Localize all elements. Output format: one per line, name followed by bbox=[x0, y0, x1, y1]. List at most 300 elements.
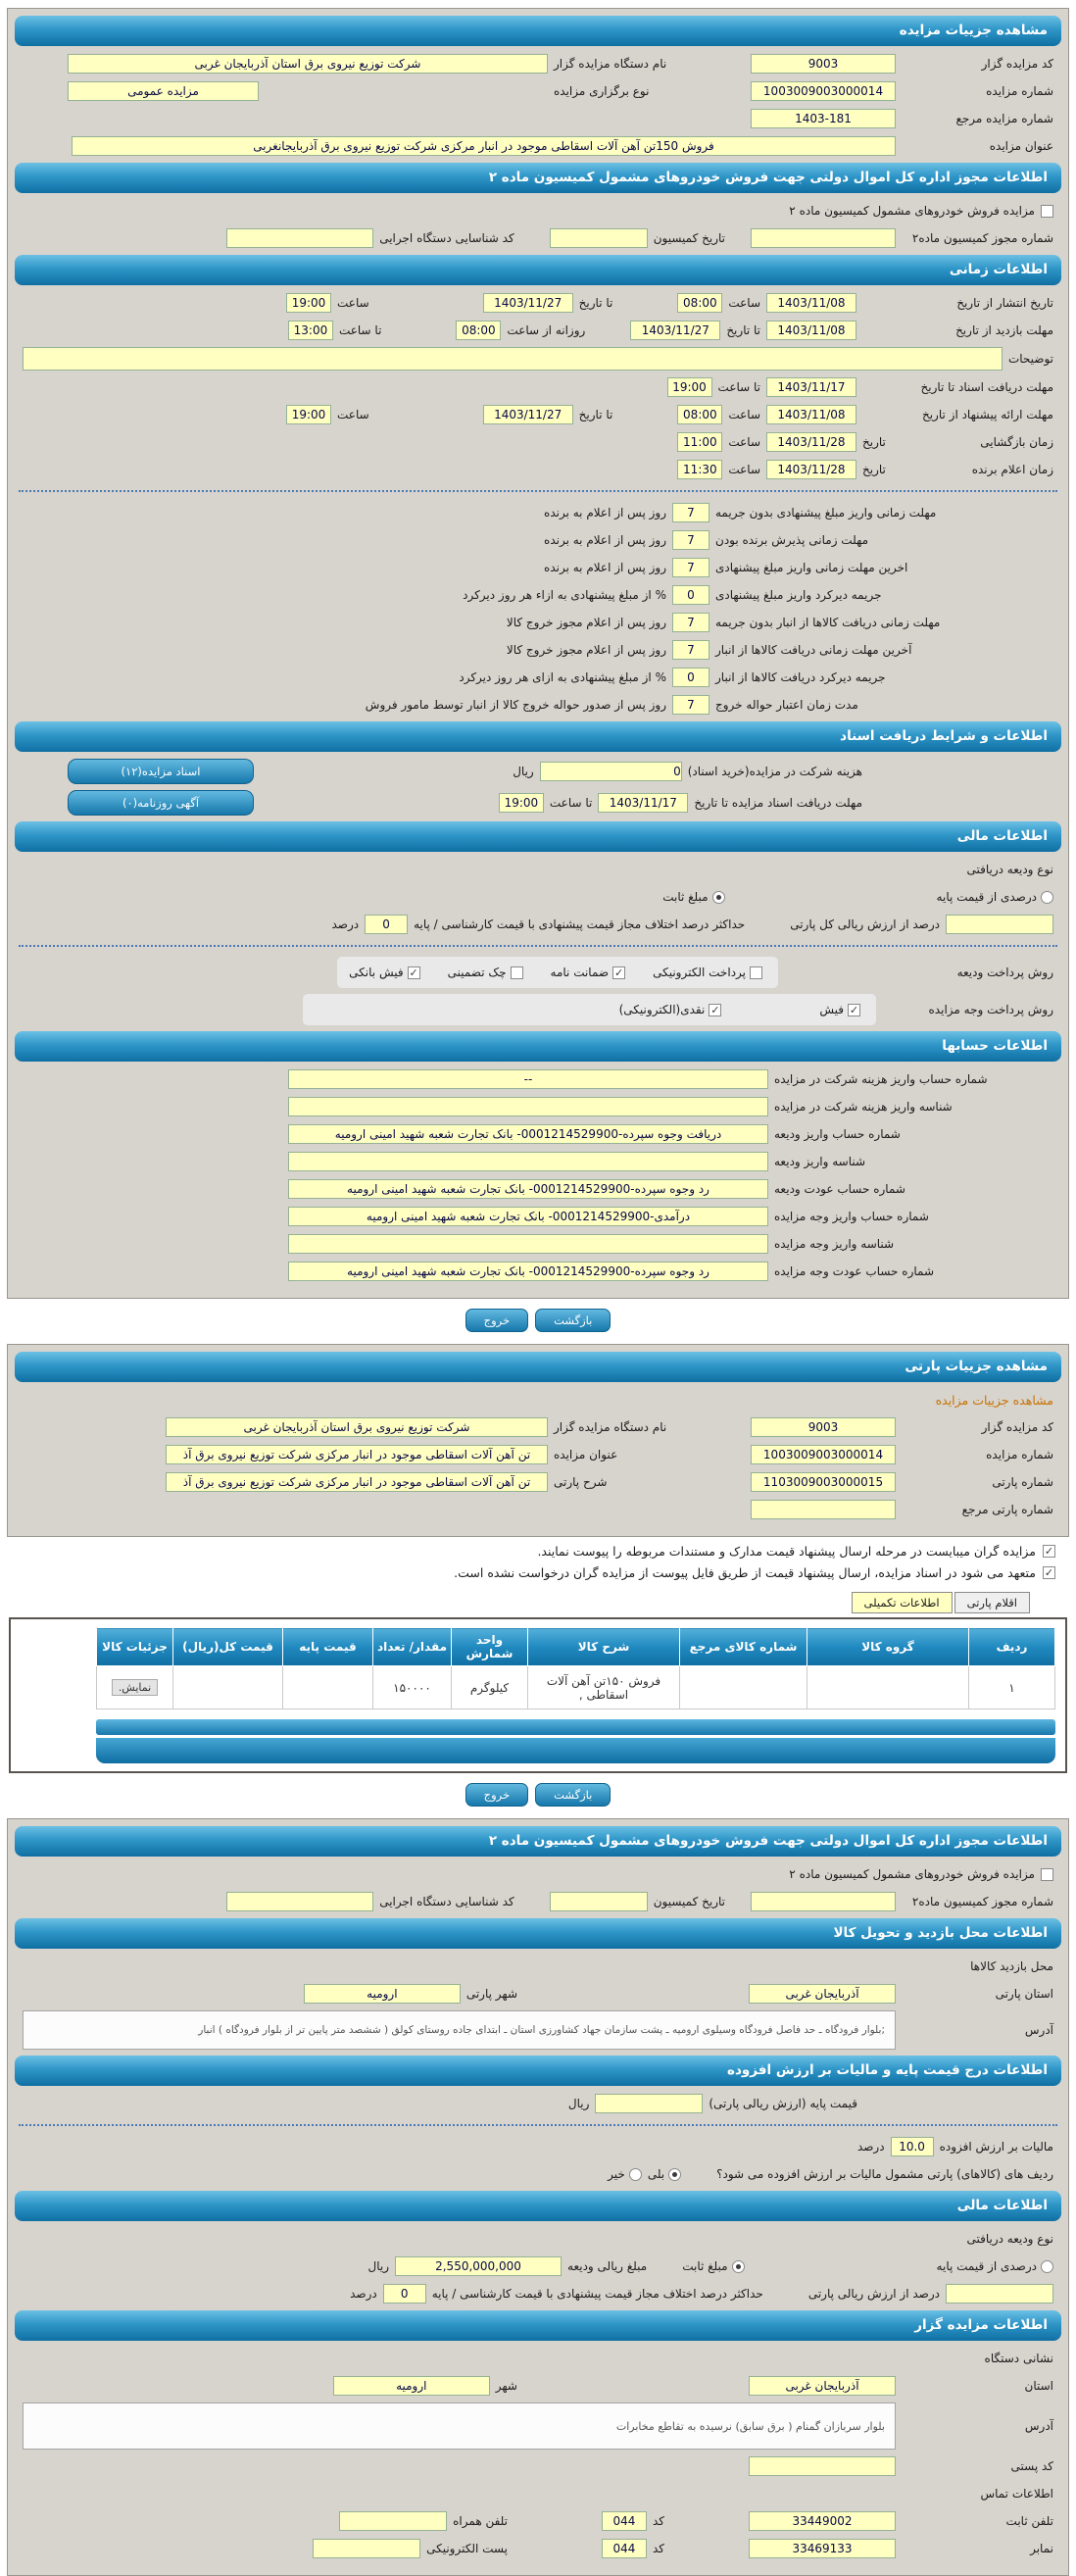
publish-dates-row bbox=[23, 292, 1053, 314]
note-row bbox=[21, 1565, 1055, 1580]
form-row bbox=[23, 200, 1053, 222]
vat-rate-field[interactable]: 10.0 bbox=[891, 2137, 934, 2156]
visit-from-date-field[interactable]: 1403/11/08 bbox=[766, 321, 856, 340]
publish-from-date-field[interactable]: 1403/11/08 bbox=[766, 293, 856, 313]
back-button[interactable]: بازگشت bbox=[535, 1783, 611, 1807]
auction-number-label: شماره مزایده bbox=[986, 84, 1053, 98]
email-field[interactable] bbox=[313, 2539, 420, 2558]
date-label: تاریخ bbox=[862, 435, 886, 449]
account-label: شماره حساب واریز وجه مزایده bbox=[774, 1210, 929, 1223]
payment-option[interactable] bbox=[349, 966, 419, 979]
to-hour-label: تا ساعت bbox=[338, 323, 382, 337]
docs-deadline2-row bbox=[23, 790, 1053, 816]
percent-of-value-label: درصد از ارزش ریالی کل پارتی bbox=[790, 917, 940, 931]
auction-title-label: عنوان مزایده bbox=[989, 139, 1053, 153]
address-label: آدرس bbox=[1024, 2023, 1053, 2037]
docs-deadline2-time-field[interactable]: 19:00 bbox=[499, 793, 544, 813]
section-header-visit-place: اطلاعات محل بازدید و تحویل کالا bbox=[15, 1918, 1061, 1949]
mad2-permit-label: شماره مجوز کمیسیون ماده۲ bbox=[911, 1895, 1053, 1908]
table-left-gutter bbox=[3, 1627, 96, 1763]
docs-deadline-row bbox=[23, 376, 1053, 398]
auction-number-field[interactable]: 1003009003000014 bbox=[751, 81, 896, 101]
account-label: شماره حساب عودت ودیعه bbox=[774, 1182, 905, 1196]
deposit-amount-label: مبلغ ریالی ودیعه bbox=[567, 2259, 648, 2273]
items-table-row bbox=[97, 1666, 1055, 1709]
items-table-wrap bbox=[96, 1627, 1055, 1763]
opening-time-row bbox=[23, 431, 1053, 453]
penalty-value-field[interactable]: 7 bbox=[672, 503, 709, 522]
fee-label: هزینه شرکت در مزایده(خرید اسناد) bbox=[687, 765, 862, 778]
phone-row bbox=[23, 2510, 1053, 2532]
publish-to-time-field[interactable]: 19:00 bbox=[286, 293, 331, 313]
penalty-label: مدت زمان اعتبار حواله خروج bbox=[715, 698, 858, 712]
view-auction-details-link[interactable]: مشاهده جزییات مزایده bbox=[935, 1392, 1053, 1408]
checkbox-icon[interactable] bbox=[408, 966, 420, 979]
section-header-accounts: اطلاعات حسابها bbox=[15, 1031, 1061, 1062]
divider bbox=[19, 945, 1057, 947]
max-diff-field[interactable]: 0 bbox=[383, 2284, 426, 2304]
payment-option-label: ضمانت نامه bbox=[550, 966, 610, 979]
notes-label: توضیحات bbox=[1007, 352, 1053, 366]
vat-no-option[interactable] bbox=[608, 2167, 642, 2181]
address-row bbox=[23, 2403, 1053, 2450]
fee-field[interactable]: 0 bbox=[540, 762, 682, 781]
percent-values-row bbox=[23, 914, 1053, 935]
account-row bbox=[23, 1096, 1053, 1117]
items-table-header-cell: قیمت پایه bbox=[283, 1628, 373, 1666]
opening-time-field[interactable]: 11:00 bbox=[677, 432, 722, 452]
mad2-checkbox-icon[interactable] bbox=[1041, 1868, 1053, 1881]
auction-code-field[interactable]: 9003 bbox=[751, 1417, 896, 1437]
deposit-percent-label: درصدی از قیمت پایه bbox=[936, 890, 1037, 904]
radio-icon-selected[interactable] bbox=[712, 891, 725, 904]
actions-row bbox=[0, 1783, 1076, 1807]
commission-date-field[interactable] bbox=[550, 1892, 648, 1911]
commission-date-field[interactable] bbox=[550, 228, 648, 248]
percent-of-value-field[interactable] bbox=[946, 2284, 1053, 2304]
docs-deadline2-date-field[interactable]: 1403/11/17 bbox=[598, 793, 688, 813]
account-field[interactable] bbox=[288, 1234, 768, 1254]
to-date-label: تا تاریخ bbox=[578, 408, 613, 421]
deposit-amount-field[interactable]: 2,550,000,000 bbox=[395, 2256, 562, 2276]
party-items-table bbox=[96, 1627, 1055, 1709]
note1-checkbox-icon[interactable] bbox=[1043, 1545, 1055, 1558]
party-city-field[interactable]: ارومیه bbox=[304, 1984, 461, 2004]
deposit-type-row bbox=[23, 2228, 1053, 2250]
exec-id-field[interactable] bbox=[226, 228, 373, 248]
exec-id-label: کد شناسایی دستگاه اجرایی bbox=[379, 1895, 514, 1908]
payment-option-label: فیش بانکی bbox=[349, 966, 404, 979]
auction-title-field[interactable]: فروش 150تن آهن آلات اسقاطی موجود در انبار مرکزی شرکت توزیع نیروی برق آذربایجانغربی bbox=[72, 136, 896, 156]
visit-to-date-field[interactable]: 1403/11/27 bbox=[630, 321, 720, 340]
payment-option[interactable] bbox=[653, 966, 762, 979]
notes-row bbox=[23, 347, 1053, 371]
exec-id-label: کد شناسایی دستگاه اجرایی bbox=[379, 231, 514, 245]
docs-deadline-time-field[interactable]: 19:00 bbox=[667, 377, 712, 397]
penalty-suffix: % از مبلغ پیشنهادی به ازای هر روز دیرکرد bbox=[459, 670, 666, 684]
account-rows bbox=[13, 1068, 1063, 1282]
table-footer-bar bbox=[96, 1719, 1055, 1735]
opening-date-field[interactable]: 1403/11/28 bbox=[766, 432, 856, 452]
account-label: شناسه واریز وجه مزایده bbox=[774, 1237, 895, 1251]
deposit-percent-option[interactable] bbox=[937, 890, 1053, 904]
account-row bbox=[23, 1261, 1053, 1282]
deposit-type-options-row2 bbox=[23, 2255, 1053, 2277]
party-link-row bbox=[23, 1389, 1053, 1411]
opening-label-text: زمان بازگشایی bbox=[980, 435, 1053, 449]
payment-option-label: چک تضمینی bbox=[447, 966, 507, 979]
checkbox-icon[interactable] bbox=[612, 966, 625, 979]
vat-yes-label: بلی bbox=[647, 2167, 665, 2181]
opening-label bbox=[862, 435, 1053, 449]
penalty-row bbox=[23, 694, 1053, 716]
visit-place-label: محل بازدید کالاها bbox=[970, 1959, 1053, 1973]
area-code-field[interactable]: 044 bbox=[602, 2539, 647, 2558]
account-field[interactable]: درآمدی-0001214529900- بانک تجارت شعبه شهید امینی ارومیه bbox=[288, 1207, 768, 1226]
mobile-label: تلفن همراه bbox=[453, 2514, 508, 2528]
winner-date-field[interactable]: 1403/11/28 bbox=[766, 460, 856, 479]
checkbox-icon[interactable] bbox=[511, 966, 523, 979]
hour-label: ساعت bbox=[728, 408, 760, 421]
account-field[interactable] bbox=[288, 1152, 768, 1171]
deposit-fixed-label: مبلغ ثابت bbox=[662, 890, 709, 904]
publish-to-date-field[interactable]: 1403/11/27 bbox=[483, 293, 573, 313]
radio-icon-selected[interactable] bbox=[732, 2260, 745, 2273]
newspaper-ad-button[interactable]: آگهی روزنامه(۰) bbox=[68, 790, 254, 816]
payment-option[interactable] bbox=[551, 966, 626, 979]
account-row bbox=[23, 1233, 1053, 1255]
items-table-cell bbox=[283, 1666, 373, 1709]
section-header-docs: اطلاعات و شرایط دریافت اسناد bbox=[15, 721, 1061, 752]
party-province-label: استان پارتی bbox=[995, 1987, 1053, 2001]
base-price-row bbox=[23, 2093, 1053, 2114]
party-number-field[interactable]: 1103009003000015 bbox=[751, 1472, 896, 1492]
party-desc-field[interactable]: تن آهن آلات اسقاطی موجود در انبار مرکزی شرکت توزیع نیروی برق آذ bbox=[166, 1472, 548, 1492]
form-row bbox=[23, 227, 1053, 249]
visit-address-field[interactable]: ;بلوار فرودگاه ـ حد فاصل فرودگاه وسیلوی ارومیه ـ پشت سازمان جهاد کشاورزی استان ـ ابتدای جاده روستای کولق ( ششصد متر پایین تر از بلوار فرودگاه ) انبار bbox=[23, 2010, 896, 2050]
payment-option-label: پرداخت الکترونیکی bbox=[653, 966, 746, 979]
deposit-payment-options bbox=[337, 957, 778, 988]
form-row bbox=[23, 1444, 1053, 1465]
account-label: شناسه واریز ودیعه bbox=[774, 1155, 866, 1168]
penalty-row bbox=[23, 667, 1053, 688]
form-row bbox=[23, 1416, 1053, 1438]
penalty-suffix: روز پس از اعلام به برنده bbox=[544, 506, 666, 520]
party-extra-panel bbox=[7, 1818, 1069, 2576]
offer-to-time-field[interactable]: 19:00 bbox=[286, 405, 331, 424]
vat-question-label: ردیف های (کالاهای) پارتی مشمول مالیات بر ارزش افزوده می شود؟ bbox=[716, 2167, 1053, 2181]
province-city-row bbox=[23, 1983, 1053, 2005]
area-code-label: کد bbox=[652, 2542, 664, 2555]
penalty-row bbox=[23, 502, 1053, 523]
org-name-label: نام دستگاه مزایده گزار bbox=[554, 57, 667, 71]
fax-field[interactable]: 33469133 bbox=[749, 2539, 896, 2558]
items-table-cell bbox=[97, 1666, 173, 1709]
penalty-label: اخرین مهلت زمانی واریز مبلغ پیشنهادی bbox=[715, 561, 908, 574]
radio-icon[interactable] bbox=[1041, 891, 1053, 904]
party-desc-label: شرح پارتی bbox=[554, 1475, 608, 1489]
penalty-label: مهلت زمانی پذیرش برنده بودن bbox=[715, 533, 869, 547]
penalty-label: آخرین مهلت زمانی دریافت کالاها از انبار bbox=[715, 643, 912, 657]
form-row bbox=[23, 1891, 1053, 1912]
email-label: پست الکترونیکی bbox=[426, 2542, 508, 2555]
penalty-value-field[interactable]: 7 bbox=[672, 530, 709, 550]
visit-dates-row bbox=[23, 320, 1053, 341]
vat-yes-option[interactable] bbox=[648, 2167, 681, 2181]
mad2-permit-field[interactable] bbox=[751, 228, 896, 248]
deposit-payment-row bbox=[23, 957, 1053, 988]
account-field[interactable] bbox=[288, 1097, 768, 1116]
items-table-cell bbox=[680, 1666, 807, 1709]
winner-time-field[interactable]: 11:30 bbox=[677, 460, 722, 479]
account-label: شناسه واریز هزینه شرکت در مزایده bbox=[774, 1100, 953, 1114]
form-row bbox=[23, 80, 1053, 102]
area-code-label: کد bbox=[652, 2514, 664, 2528]
vat-no-label: خیر bbox=[608, 2167, 625, 2181]
tab-extra-info[interactable]: اطلاعات تکمیلی bbox=[852, 1592, 953, 1613]
auction-code-label: کد مزایده گزار bbox=[981, 1420, 1053, 1434]
phone-field[interactable]: 33449002 bbox=[749, 2511, 896, 2531]
penalty-row bbox=[23, 557, 1053, 578]
penalty-suffix: روز پس از صدور حواله خروج کالا از انبار توسط مامور فروش bbox=[365, 698, 666, 712]
commission-date-label: تاریخ کمیسیون bbox=[653, 1895, 725, 1908]
vat-rate-label: مالیات بر ارزش افزوده bbox=[939, 2140, 1053, 2154]
items-table-cell bbox=[807, 1666, 969, 1709]
percent-of-value-field[interactable] bbox=[946, 915, 1053, 934]
postal-code-field[interactable] bbox=[749, 2456, 896, 2476]
org-province-label: استان bbox=[1024, 2379, 1053, 2393]
org-name-field[interactable]: شرکت توزیع نیروی برق استان آذربایجان غربی bbox=[68, 54, 548, 74]
winner-label-text: زمان اعلام برنده bbox=[971, 463, 1053, 476]
visit-start-time-field[interactable]: 08:00 bbox=[456, 321, 501, 340]
penalty-value-field[interactable]: 7 bbox=[672, 558, 709, 577]
hour-label: ساعت bbox=[728, 435, 760, 449]
penalty-value-field[interactable]: 7 bbox=[672, 640, 709, 660]
party-province-field[interactable]: آذربایجان غربی bbox=[749, 1984, 896, 2004]
form-row bbox=[23, 1863, 1053, 1885]
auction-type-label: نوع برگزاری مزایده bbox=[554, 84, 650, 98]
publish-label: تاریخ انتشار از تاریخ bbox=[956, 296, 1053, 310]
account-field[interactable]: -- bbox=[288, 1069, 768, 1089]
show-details-button[interactable]: نمایش. bbox=[112, 1679, 158, 1696]
postal-code-row bbox=[23, 2455, 1053, 2477]
penalty-value-field[interactable]: 0 bbox=[672, 585, 709, 605]
hour-label: ساعت bbox=[728, 463, 760, 476]
to-hour-label: تا ساعت bbox=[717, 380, 760, 394]
visit-end-time-field[interactable]: 13:00 bbox=[288, 321, 333, 340]
payment-option[interactable] bbox=[819, 1003, 860, 1016]
percent-values-row2 bbox=[23, 2283, 1053, 2304]
offer-from-time-field[interactable]: 08:00 bbox=[677, 405, 722, 424]
deposit-type-label: نوع ودیعه دریافتی bbox=[966, 2232, 1053, 2246]
base-price-field[interactable] bbox=[595, 2094, 703, 2113]
items-table-head-row bbox=[97, 1628, 1055, 1666]
penalty-rows bbox=[13, 502, 1063, 716]
hour-label: ساعت bbox=[337, 408, 369, 421]
org-city-field[interactable]: ارومیه bbox=[333, 2376, 490, 2396]
docs-deadline-label: مهلت دریافت اسناد تا تاریخ bbox=[920, 380, 1053, 394]
offer-from-date-field[interactable]: 1403/11/08 bbox=[766, 405, 856, 424]
mad2-checkbox-icon[interactable] bbox=[1041, 205, 1053, 218]
auction-type-field[interactable]: مزایده عمومی bbox=[68, 81, 259, 101]
payment-option[interactable] bbox=[448, 966, 523, 979]
base-price-label: قیمت پایه (ارزش ریالی پارتی) bbox=[709, 2097, 857, 2110]
exec-id-field[interactable] bbox=[226, 1892, 373, 1911]
rial-label: ریال bbox=[367, 2259, 390, 2273]
items-table-header-cell: ردیف bbox=[969, 1628, 1055, 1666]
penalty-suffix: روز پس از اعلام مجوز خروج کالا bbox=[506, 616, 666, 629]
penalty-row bbox=[23, 584, 1053, 606]
account-field[interactable]: رد وجوه سپرده-0001214529900- بانک تجارت شعبه شهید امینی ارومیه bbox=[288, 1179, 768, 1199]
radio-icon[interactable] bbox=[1041, 2260, 1053, 2273]
checkbox-icon[interactable] bbox=[709, 1004, 721, 1016]
penalty-value-field[interactable]: 7 bbox=[672, 613, 709, 632]
items-table-cell bbox=[173, 1666, 283, 1709]
org-address-field[interactable]: بلوار سربازان گمنام ( برق سابق) نرسیده به تقاطع مخابرات bbox=[23, 2403, 896, 2450]
org-province-field[interactable]: آذربایجان غربی bbox=[749, 2376, 896, 2396]
auction-number-field[interactable]: 1003009003000014 bbox=[751, 1445, 896, 1464]
checkbox-icon[interactable] bbox=[750, 966, 762, 979]
section-header-timing: اطلاعات زمانی bbox=[15, 255, 1061, 285]
account-label: شماره حساب عودت وجه مزایده bbox=[774, 1264, 935, 1278]
auction-documents-button[interactable]: اسناد مزایده(۱۲) bbox=[68, 759, 254, 784]
commission-date-label: تاریخ کمیسیون bbox=[653, 231, 725, 245]
penalty-suffix: روز پس از اعلام مجوز خروج کالا bbox=[506, 643, 666, 657]
fax-row bbox=[23, 2538, 1053, 2559]
party-ref-label: شماره پارتی مرجع bbox=[961, 1503, 1053, 1516]
actions-row bbox=[0, 1309, 1076, 1332]
visit-deadline-label: مهلت بازدید از تاریخ bbox=[955, 323, 1053, 337]
mad2-permit-label: شماره مجوز کمیسیون ماده۲ bbox=[911, 231, 1053, 245]
mobile-field[interactable] bbox=[339, 2511, 447, 2531]
deposit-type-options-row bbox=[23, 886, 1053, 908]
party-ref-field[interactable] bbox=[751, 1500, 896, 1519]
vat-question-row bbox=[23, 2163, 1053, 2185]
exit-button[interactable]: خروج bbox=[465, 1309, 528, 1332]
deposit-fixed-option[interactable] bbox=[662, 890, 724, 904]
radio-icon-selected[interactable] bbox=[668, 2168, 681, 2181]
penalty-suffix: روز پس از اعلام به برنده bbox=[544, 533, 666, 547]
exit-button[interactable]: خروج bbox=[465, 1783, 528, 1807]
form-row bbox=[23, 53, 1053, 74]
address-label: آدرس bbox=[1024, 2419, 1053, 2433]
date-label: تاریخ bbox=[862, 463, 886, 476]
org-address-title-row bbox=[23, 2348, 1053, 2369]
account-row bbox=[23, 1068, 1053, 1090]
account-field[interactable]: دریافت وجوه سپرده-0001214529900- بانک تجارت شعبه شهید امینی ارومیه bbox=[288, 1124, 768, 1144]
percent-of-value-label: درصد از ارزش ریالی پارتی bbox=[807, 2287, 940, 2301]
penalty-value-field[interactable]: 7 bbox=[672, 695, 709, 715]
note-row bbox=[21, 1544, 1055, 1559]
phone-label: تلفن ثابت bbox=[1005, 2514, 1053, 2528]
tab-party-items[interactable]: اقلام پارتی bbox=[954, 1592, 1030, 1613]
section-header-bidder-org: اطلاعات مزایده گزار bbox=[15, 2310, 1061, 2341]
auction-title-label: عنوان مزایده bbox=[554, 1448, 618, 1461]
deposit-type-label: نوع ودیعه دریافتی bbox=[966, 863, 1053, 876]
form-row bbox=[23, 108, 1053, 129]
offer-to-date-field[interactable]: 1403/11/27 bbox=[483, 405, 573, 424]
auction-details-panel bbox=[7, 8, 1069, 1299]
note2-text: متعهد می شود در اسناد مزایده، ارسال پیشنهاد قیمت از طریق فایل پیوست از مزایده گران درخواست نشده است. bbox=[454, 1565, 1036, 1580]
checkbox-icon[interactable] bbox=[848, 1004, 860, 1016]
docs-deadline-date-field[interactable]: 1403/11/17 bbox=[766, 377, 856, 397]
form-row bbox=[23, 1471, 1053, 1493]
auction-ref-label: شماره مزایده مرجع bbox=[955, 112, 1053, 125]
hour-label: ساعت bbox=[337, 296, 369, 310]
auction-title-field[interactable]: تن آهن آلات اسقاطی موجود در انبار مرکزی شرکت توزیع نیروی برق آذ bbox=[166, 1445, 548, 1464]
section-header-financial: اطلاعات مالی bbox=[15, 821, 1061, 852]
mad2-checkbox-label: مزایده فروش خودروهای مشمول کمیسیون ماده ۲ bbox=[789, 1867, 1035, 1881]
deposit-percent-option[interactable] bbox=[937, 2259, 1053, 2273]
winner-time-row bbox=[23, 459, 1053, 480]
payment-option[interactable] bbox=[619, 1003, 722, 1016]
account-row bbox=[23, 1123, 1053, 1145]
radio-icon[interactable] bbox=[629, 2168, 642, 2181]
note1-text: مزایده گران میبایست در مرحله ارسال پیشنهاد قیمت مدارک و مستندات مربوطه را پیوست نمایند. bbox=[537, 1544, 1036, 1559]
org-name-field[interactable]: شرکت توزیع نیروی برق استان آذربایجان غربی bbox=[166, 1417, 548, 1437]
percent-label: درصد bbox=[331, 917, 360, 931]
area-code-field[interactable]: 044 bbox=[602, 2511, 647, 2531]
party-details-panel bbox=[7, 1344, 1069, 1537]
deposit-fixed-option[interactable] bbox=[682, 2259, 744, 2273]
account-field[interactable]: رد وجوه سپرده-0001214529900- بانک تجارت شعبه شهید امینی ارومیه bbox=[288, 1262, 768, 1281]
items-table-header-cell: گروه کالا bbox=[807, 1628, 969, 1666]
auction-number-label: شماره مزایده bbox=[986, 1448, 1053, 1461]
items-table-header-cell: قیمت کل(ریال) bbox=[173, 1628, 283, 1666]
items-table-header-cell: جزئیات کالا bbox=[97, 1628, 173, 1666]
deposit-payment-label: روش پرداخت ودیعه bbox=[956, 966, 1053, 979]
auction-code-label: کد مزایده گزار bbox=[981, 57, 1053, 71]
payment-option-label: نقدی(الکترونیکی) bbox=[618, 1003, 706, 1016]
province-city-row bbox=[23, 2375, 1053, 2397]
section-header-base-price-vat: اطلاعات درج قیمت پایه و مالیات بر ارزش افزوده bbox=[15, 2056, 1061, 2086]
penalty-row bbox=[23, 612, 1053, 633]
offer-dates-row bbox=[23, 404, 1053, 425]
max-diff-field[interactable]: 0 bbox=[365, 915, 408, 934]
note2-checkbox-icon[interactable] bbox=[1043, 1566, 1055, 1579]
divider bbox=[19, 2124, 1057, 2126]
section-header-auction-details: مشاهده جزییات مزایده bbox=[15, 16, 1061, 46]
mad2-checkbox-label: مزایده فروش خودروهای مشمول کمیسیون ماده ۲ bbox=[789, 204, 1035, 218]
penalty-label: مهلت زمانی دریافت کالاها از انبار بدون جریمه bbox=[715, 616, 941, 629]
visit-place-row bbox=[23, 1956, 1053, 1977]
percent-label: درصد bbox=[856, 2140, 885, 2154]
publish-from-time-field[interactable]: 08:00 bbox=[677, 293, 722, 313]
penalty-value-field[interactable]: 0 bbox=[672, 668, 709, 687]
items-table-cell: کیلوگرم bbox=[452, 1666, 528, 1709]
notes-field[interactable] bbox=[23, 347, 1003, 371]
section-header-party-details: مشاهده جزییات پارتی bbox=[15, 1352, 1061, 1382]
auction-ref-field[interactable]: 1403-181 bbox=[751, 109, 896, 128]
winner-label bbox=[862, 463, 1053, 476]
deposit-percent-label: درصدی از قیمت پایه bbox=[936, 2259, 1037, 2273]
auction-code-field[interactable]: 9003 bbox=[751, 54, 896, 74]
items-table-header-cell: شرح کالا bbox=[528, 1628, 680, 1666]
deposit-fixed-label: مبلغ ثابت bbox=[682, 2259, 728, 2273]
deposit-type-row bbox=[23, 859, 1053, 880]
divider bbox=[19, 490, 1057, 492]
org-city-label: شهر bbox=[495, 2379, 517, 2393]
back-button[interactable]: بازگشت bbox=[535, 1309, 611, 1332]
contact-title-row bbox=[23, 2483, 1053, 2504]
penalty-row bbox=[23, 529, 1053, 551]
penalty-label: جریمه دیرکرد دریافت کالاها از انبار bbox=[715, 670, 886, 684]
postal-code-label: کد پستی bbox=[1010, 2459, 1053, 2473]
mad2-permit-field[interactable] bbox=[751, 1892, 896, 1911]
daily-from-label: روزانه از ساعت bbox=[507, 323, 586, 337]
section-header-madde2: اطلاعات مجوز اداره کل اموال دولتی جهت فروش خودروهای مشمول کمیسیون ماده ۲ bbox=[15, 163, 1061, 193]
items-table-header-cell: شماره کالای مرجع bbox=[680, 1628, 807, 1666]
